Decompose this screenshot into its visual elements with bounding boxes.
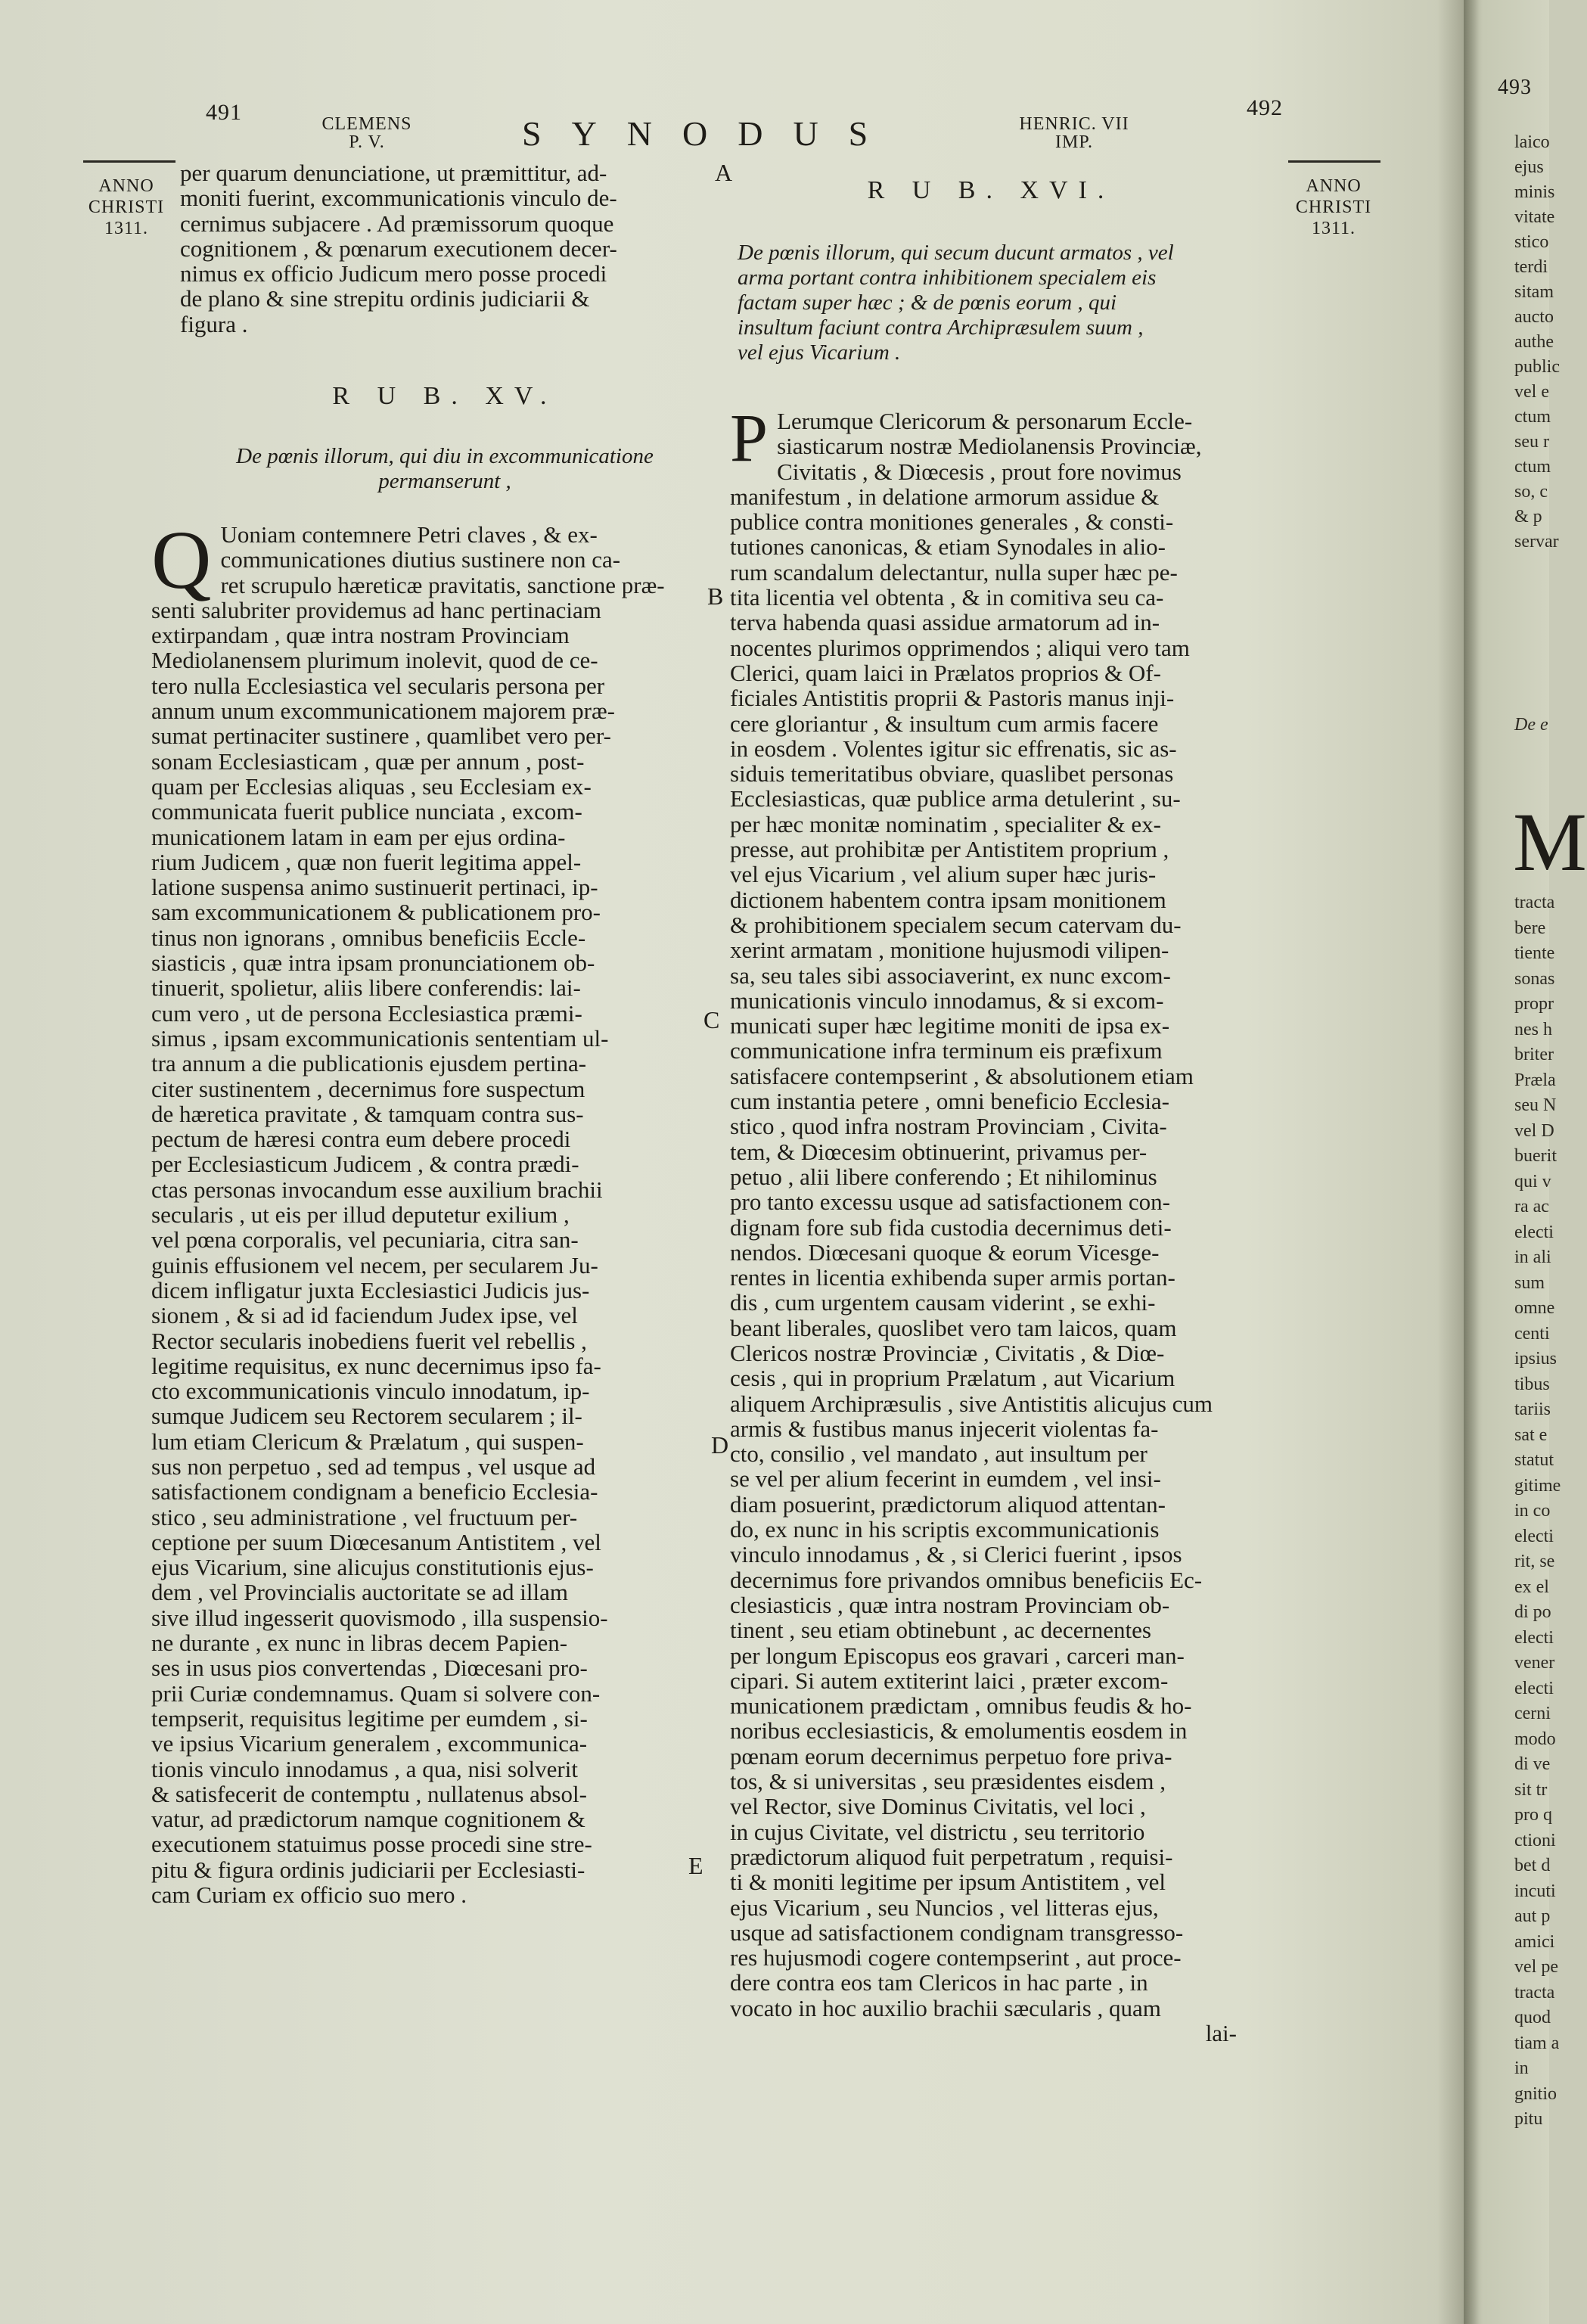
running-head-line: HENRIC. VII bbox=[1019, 114, 1129, 134]
running-head-line: CLEMENS bbox=[321, 114, 412, 134]
text-line: per longum Episcopus eos gravari , carceri man- bbox=[730, 1642, 1185, 1669]
text-line: tutiones canonicas, & etiam Synodales in alio- bbox=[730, 533, 1166, 561]
margin-date-line: ANNO bbox=[98, 176, 154, 196]
text-line: publice contra monitiones generales , & consti- bbox=[730, 508, 1174, 536]
next-page-line-fragment: omne bbox=[1514, 1298, 1555, 1318]
text-line: cam Curiam ex officio suo mero . bbox=[151, 1881, 467, 1909]
text-line: rum scandalum delectantur, nulla super hæc pe- bbox=[730, 558, 1178, 586]
right-page-number: 492 bbox=[1247, 95, 1283, 120]
next-page-line-fragment: in co bbox=[1514, 1501, 1551, 1521]
text-line: petuo , alii libere conferendo ; Et nihilominus bbox=[730, 1163, 1157, 1190]
next-page-line-fragment: di ve bbox=[1514, 1754, 1551, 1774]
text-line: cum vero , ut de persona Ecclesiastica præmi- bbox=[151, 999, 582, 1027]
next-page-line-fragment: terdi bbox=[1514, 257, 1548, 277]
margin-date-line: ANNO bbox=[1306, 176, 1362, 196]
text-line: stico , quod infra nostram Provinciam , Civita- bbox=[730, 1113, 1167, 1140]
text-line: sus non perpetuo , sed ad tempus , vel usque ad bbox=[151, 1452, 596, 1480]
text-line: nendos. Diœcesani quoque & eorum Vicesge- bbox=[730, 1238, 1160, 1266]
next-page-line-fragment: stico bbox=[1514, 232, 1549, 252]
next-page-line-fragment: nes h bbox=[1514, 1019, 1552, 1039]
next-page-line-fragment: laico bbox=[1514, 132, 1550, 152]
next-page-line-fragment: cerni bbox=[1514, 1704, 1551, 1723]
next-page-line-fragment: vener bbox=[1514, 1653, 1555, 1673]
margin-date-line: 1311. bbox=[104, 219, 149, 238]
text-line: do, ex nunc in his scriptis excommunicationis bbox=[730, 1516, 1160, 1543]
text-line: manifestum , in delatione armorum assidue & bbox=[730, 483, 1160, 510]
next-page-line-fragment: buerit bbox=[1514, 1146, 1557, 1166]
next-page-line-fragment: incuti bbox=[1514, 1881, 1556, 1901]
text-line: de hæretica pravitate , & tamquam contra sus- bbox=[151, 1100, 584, 1127]
left-column-top-text bbox=[180, 160, 710, 337]
next-page-line-fragment: tracta bbox=[1514, 1982, 1555, 2002]
text-line: sa, seu tales sibi associaverint, ex nunc excom- bbox=[730, 962, 1171, 989]
text-line: sam excommunicationem & publicationem pro- bbox=[151, 899, 601, 926]
text-line: rentes in licentia exhibenda super armis portan- bbox=[730, 1264, 1175, 1291]
rubric-xvi-subtitle bbox=[738, 241, 1282, 365]
next-page-line-fragment: servar bbox=[1514, 532, 1559, 551]
next-page-line-fragment: bet d bbox=[1514, 1856, 1551, 1875]
text-line: senti salubriter providemus ad hanc pertinaciam bbox=[151, 596, 601, 623]
next-page-line-fragment: di po bbox=[1514, 1602, 1551, 1622]
text-line: se vel per alium fecerint in eumdem , vel insi- bbox=[730, 1465, 1161, 1493]
next-page-drop-capital: M bbox=[1513, 796, 1587, 888]
text-line: tinuerit, spolietur, aliis libere conferendis: lai- bbox=[151, 974, 581, 1002]
text-line: decernimus fore privandos omnibus beneficiis Ec- bbox=[730, 1566, 1203, 1593]
text-line: pro tanto excessu usque ad satisfactionem con- bbox=[730, 1188, 1170, 1216]
text-line: secularis , ut eis per illud deputetur exilium , bbox=[151, 1201, 570, 1229]
text-line: beant liberales, quoslibet vero tam laicos, quam bbox=[730, 1314, 1177, 1341]
text-line: communicata fuerit publice nunciata , excom- bbox=[151, 798, 582, 825]
text-line: per Ecclesiasticum Judicem , & contra prædi- bbox=[151, 1151, 579, 1178]
text-line: lum etiam Clericum & Prælatum , qui suspen- bbox=[151, 1428, 584, 1455]
next-page-line-fragment: qui v bbox=[1514, 1171, 1551, 1192]
text-line: vocato in hoc auxilio brachii sæcularis , quam bbox=[730, 1994, 1161, 2021]
drop-capital: P bbox=[730, 401, 769, 476]
text-line: ve ipsius Vicarium generalem , excommunica- bbox=[151, 1730, 588, 1757]
text-line: usque ad satisfactionem condignam transgresso- bbox=[730, 1919, 1184, 1946]
next-page-line-fragment: De e bbox=[1514, 715, 1548, 735]
text-line: tero nulla Ecclesiastica vel secularis persona per bbox=[151, 672, 605, 699]
text-line: dem , vel Provincialis auctoritate se ad illam bbox=[151, 1579, 568, 1606]
text-line: ti & moniti legitime per ipsum Antistitem , vel bbox=[730, 1869, 1166, 1896]
next-page-line-fragment: tracta bbox=[1514, 893, 1555, 912]
next-page-line-fragment: statut bbox=[1514, 1450, 1554, 1470]
subtitle-line: De pœnis illorum, qui diu in excommunicatione bbox=[236, 444, 654, 468]
text-line: siasticis , quæ intra ipsam pronunciationem ob- bbox=[151, 949, 595, 977]
text-line: stico , seu administratione , vel fructuum per- bbox=[151, 1503, 578, 1530]
next-page-line-fragment: gnitio bbox=[1514, 2083, 1557, 2104]
next-page-line-fragment: ra ac bbox=[1514, 1197, 1549, 1216]
text-line: tinus non ignorans , omnibus beneficiis Eccle- bbox=[151, 924, 586, 951]
next-page-line-fragment: briter bbox=[1514, 1045, 1554, 1064]
text-line: municationem prædictam , omnibus feudis & ho- bbox=[730, 1692, 1192, 1720]
next-page-line-fragment: sonas bbox=[1514, 968, 1555, 989]
text-line: ne durante , ex nunc in libras decem Papien- bbox=[151, 1630, 568, 1657]
text-line: in eosdem . Volentes igitur sic effrenatis, sic as- bbox=[730, 735, 1177, 762]
subtitle-line: insultum faciunt contra Archipræsulem suum , bbox=[738, 315, 1144, 340]
next-page-number: 493 bbox=[1498, 76, 1532, 99]
text-line: sumat pertinaciter sustinere , quamlibet vero per- bbox=[151, 722, 611, 750]
next-page-line-fragment: modo bbox=[1514, 1729, 1556, 1749]
next-page-line-fragment: ctum bbox=[1514, 457, 1551, 477]
next-page-line-fragment: sitam bbox=[1514, 282, 1554, 302]
text-line: extirpandam , quæ intra nostram Provinciam bbox=[151, 622, 570, 649]
next-page-line-fragment: amici bbox=[1514, 1931, 1555, 1952]
text-line: ret scrupulo hæreticæ pravitatis, sanctione præ- bbox=[220, 571, 665, 598]
text-line: ses in usus pios convertendas , Diœcesani pro- bbox=[151, 1654, 588, 1682]
text-line: municationem latam in eam per ejus ordina- bbox=[151, 823, 566, 850]
section-letter-c: C bbox=[703, 1006, 720, 1033]
text-line: dere contra eos tam Clericos in hac parte , in bbox=[730, 1969, 1148, 1996]
next-page-line-fragment: electi bbox=[1514, 1627, 1554, 1648]
text-line: prii Curiæ condemnamus. Quam si solvere con- bbox=[151, 1679, 601, 1707]
text-line: per hæc monitæ nominatim , specialiter & ex- bbox=[730, 810, 1161, 837]
text-line: cto, consilio , vel mandato , aut insultum per bbox=[730, 1440, 1148, 1468]
text-line: moniti fuerint, excommunicationis vinculo de- bbox=[180, 185, 617, 212]
text-line: sonam Ecclesiasticam , quæ per annum , post- bbox=[151, 747, 585, 775]
next-page-line-fragment: ex el bbox=[1514, 1577, 1549, 1597]
text-line: quam per Ecclesias aliquas , seu Ecclesiam ex- bbox=[151, 772, 592, 800]
text-line: res hujusmodi cogere contempserint , aut proce- bbox=[730, 1944, 1182, 1971]
next-page-line-fragment: tiam a bbox=[1514, 2033, 1560, 2053]
next-page-line-fragment: tariis bbox=[1514, 1400, 1551, 1419]
next-page-line-fragment: seu r bbox=[1514, 432, 1549, 452]
margin-rule-right bbox=[1288, 160, 1380, 163]
drop-capital: Q bbox=[151, 514, 212, 606]
text-line: Uoniam contemnere Petri claves , & ex- bbox=[220, 521, 598, 548]
next-page-line-fragment: tibus bbox=[1514, 1374, 1550, 1394]
margin-rule-left bbox=[83, 160, 175, 163]
section-letter-a: A bbox=[715, 159, 733, 186]
subtitle-line: vel ejus Vicarium . bbox=[738, 340, 901, 365]
text-line: latione suspensa animo sustinuerit pertinaci, ip- bbox=[151, 874, 598, 901]
text-line: guinis effusionem vel necem, per secularem Ju- bbox=[151, 1251, 598, 1279]
text-line: siasticarum nostræ Mediolanensis Provinciæ, bbox=[777, 433, 1202, 460]
next-page-line-fragment: authe bbox=[1514, 332, 1554, 352]
text-line: dis , cum urgentem causam viderint , se exhi- bbox=[730, 1289, 1156, 1316]
text-line: communicationes diutius sustinere non ca- bbox=[220, 546, 621, 573]
text-line: Clericos nostræ Provinciæ , Civitatis , & Diœ- bbox=[730, 1339, 1165, 1366]
next-page-line-fragment: bere bbox=[1514, 918, 1546, 938]
next-page-line-fragment: pitu bbox=[1514, 2109, 1543, 2129]
text-line: sive illud ingesserit quovismodo , illa suspensio- bbox=[151, 1604, 608, 1631]
text-line: terva habenda quasi assidue armatorum ad in- bbox=[730, 609, 1160, 636]
next-page-line-fragment: rit, se bbox=[1514, 1552, 1555, 1571]
next-page-line-fragment: aut p bbox=[1514, 1906, 1551, 1926]
rubric-xvi: R U B. XVI. bbox=[867, 176, 1115, 204]
text-line: satisfactionem condignam a beneficio Ecclesia- bbox=[151, 1478, 598, 1505]
gutter-shadow bbox=[1437, 0, 1483, 2324]
next-page-line-fragment: Præla bbox=[1514, 1070, 1556, 1090]
text-line: vatur, ad prædictorum namque cognitionem & bbox=[151, 1806, 585, 1833]
text-line: executionem statuimus posse procedi sine stre- bbox=[151, 1831, 592, 1858]
next-page-line-fragment: electi bbox=[1514, 1222, 1554, 1242]
text-line: Civitatis , & Diœcesis , prout fore novimus bbox=[777, 458, 1182, 485]
text-line: cum instantia petere , omni beneficio Ecclesia- bbox=[730, 1088, 1170, 1115]
margin-date-line: CHRISTI bbox=[88, 197, 165, 217]
right-column-body bbox=[730, 401, 1275, 2046]
text-line: Lerumque Clericorum & personarum Eccle- bbox=[777, 408, 1193, 434]
text-line: siduis temeritatibus obviare, quaslibet personas bbox=[730, 760, 1174, 788]
next-page-line-fragment: gitime bbox=[1514, 1475, 1561, 1496]
next-page-line-fragment: sat e bbox=[1514, 1425, 1548, 1445]
text-line: figura . bbox=[180, 310, 248, 337]
next-page-line-fragment: vel pe bbox=[1514, 1957, 1558, 1977]
text-line: sumque Judicem seu Rectorem secularem ; il- bbox=[151, 1403, 582, 1430]
text-line: legitime requisitus, ex nunc decernimus ipso fa- bbox=[151, 1352, 601, 1379]
text-line: municationis vinculo innodamus, & si excom- bbox=[730, 986, 1164, 1014]
text-line: tita licentia vel obtenta , & in comitiva seu ca- bbox=[730, 584, 1164, 611]
left-page-number: 491 bbox=[206, 100, 242, 125]
text-line: aliquem Archipræsulis , sive Antistitis alicujus cum bbox=[730, 1390, 1213, 1417]
next-page-line-fragment: sit tr bbox=[1514, 1779, 1548, 1800]
text-line: cere gloriantur , & insultum cum armis facere bbox=[730, 710, 1159, 737]
next-page-line-fragment: ctioni bbox=[1514, 1830, 1556, 1850]
text-line: Clerici, quam laici in Prælatos proprios & Of- bbox=[730, 659, 1161, 686]
text-line: tempserit, requisitus legitime per eumdem , si- bbox=[151, 1704, 588, 1732]
text-line: vel ejus Vicarium , vel alium super hæc juris- bbox=[730, 861, 1157, 888]
text-line: armis & fustibus manus injecerit violentas fa- bbox=[730, 1415, 1159, 1442]
text-line: Ecclesiasticas, quæ publice arma detulerint , su- bbox=[730, 785, 1181, 812]
text-line: dignam fore sub fida custodia decernimus deti- bbox=[730, 1213, 1172, 1241]
margin-date-line: CHRISTI bbox=[1295, 197, 1372, 217]
text-line: tionis vinculo innodamus , a qua, nisi solverit bbox=[151, 1755, 578, 1782]
text-line: pectum de hæresi contra eum debere procedi bbox=[151, 1126, 571, 1153]
section-letter-b: B bbox=[707, 583, 724, 610]
text-line: cernimus subjacere . Ad præmissorum quoque bbox=[180, 210, 614, 237]
subtitle-line: factam super hæc ; & de pœnis eorum , qui bbox=[738, 290, 1117, 315]
text-line: nocentes plurimos opprimendos ; aliqui vero tam bbox=[730, 634, 1190, 661]
text-line: cipari. Si autem extiterint laici , præter excom- bbox=[730, 1667, 1169, 1694]
text-line: communicatione infra terminum eis præfixum bbox=[730, 1037, 1163, 1064]
subtitle-line: De pœnis illorum, qui secum ducunt armatos , vel bbox=[738, 241, 1174, 265]
text-line: & prohibitionem specialem secum catervam du- bbox=[730, 911, 1182, 938]
next-page-line-fragment: vel e bbox=[1514, 382, 1549, 402]
page-title: SYNODUS bbox=[522, 114, 899, 153]
text-line: Rector secularis inobediens fuerit vel rebellis , bbox=[151, 1327, 587, 1354]
section-letter-d: D bbox=[711, 1431, 729, 1459]
text-line: sionem , & si ad id faciendum Judex ipse, vel bbox=[151, 1302, 578, 1329]
margin-date-right bbox=[1292, 176, 1375, 239]
text-line: tinent , seu etiam obtinebunt , ac decernentes bbox=[730, 1617, 1151, 1644]
text-line: Mediolanensem plurimum inolevit, quod de ce- bbox=[151, 647, 598, 674]
rubric-xv: R U B. XV. bbox=[332, 382, 557, 410]
text-line: simus , ipsam excommunicationis sententiam ul- bbox=[151, 1024, 609, 1052]
text-line: ceptione per suum Diœcesanum Antistitem , vel bbox=[151, 1528, 601, 1555]
next-page-line-fragment: aucto bbox=[1514, 307, 1554, 327]
next-page-line-fragment: & p bbox=[1514, 507, 1542, 527]
next-page-line-fragment: electi bbox=[1514, 1526, 1554, 1546]
subtitle-line: arma portant contra inhibitionem specialem eis bbox=[738, 266, 1157, 290]
running-head-line: P. V. bbox=[349, 132, 385, 152]
text-line: diam posuerint, prædictorum aliquod attentan- bbox=[730, 1490, 1166, 1518]
text-line: cesis , qui in proprium Prælatum , aut Vicarium bbox=[730, 1365, 1175, 1392]
running-head-line: IMP. bbox=[1054, 132, 1094, 152]
text-line: dictionem habentem contra ipsam monitionem bbox=[730, 886, 1166, 913]
text-line: vinculo innodamus , & , si Clerici fuerint , ipsos bbox=[730, 1541, 1182, 1568]
next-page-line-fragment: centi bbox=[1514, 1323, 1550, 1344]
text-line: municati super hæc legitime moniti de ipsa ex- bbox=[730, 1012, 1170, 1039]
text-line: & satisfecerit de contemptu , nullatenus absol- bbox=[151, 1780, 587, 1807]
subtitle-line: permanserunt , bbox=[378, 469, 511, 493]
text-line: tem, & Diœcesim obtinuerint, privamus per- bbox=[730, 1138, 1148, 1165]
next-page-line-fragment: vitate bbox=[1514, 207, 1555, 227]
next-page-line-fragment: ejus bbox=[1514, 157, 1544, 177]
next-page-line-fragment: sum bbox=[1514, 1272, 1545, 1293]
left-column-body bbox=[151, 514, 711, 1909]
next-page-line-fragment: public bbox=[1514, 357, 1560, 377]
next-page-line-fragment: in ali bbox=[1514, 1247, 1551, 1267]
next-page-line-fragment: ipsius bbox=[1514, 1349, 1557, 1369]
text-line: tra annum a die publicationis ejusdem pertina- bbox=[151, 1050, 587, 1077]
text-line: satisfacere contempserint , & absolutionem etiam bbox=[730, 1062, 1194, 1089]
text-line: in cujus Civitate, vel districtu , seu territorio bbox=[730, 1818, 1145, 1845]
text-line: cognitionem , & pœnarum executionem decer- bbox=[180, 235, 617, 262]
text-line: rium Judicem , quæ non fuerit legitima appel- bbox=[151, 848, 582, 875]
text-line: ctas personas invocandum esse auxilium brachii bbox=[151, 1176, 603, 1203]
next-page-line-fragment: ctum bbox=[1514, 407, 1551, 427]
text-line: noribus ecclesiasticis, & emolumentis eosdem in bbox=[730, 1717, 1188, 1745]
margin-date-left bbox=[85, 176, 168, 239]
text-line: annum unum excommunicationem majorem præ- bbox=[151, 698, 615, 725]
text-line: de plano & sine strepitu ordinis judiciarii & bbox=[180, 285, 590, 312]
text-line: pitu & figura ordinis judiciarii per Ecclesiasti- bbox=[151, 1856, 585, 1883]
left-running-head bbox=[303, 115, 431, 151]
text-line: vel Rector, sive Dominus Civitatis, vel loci , bbox=[730, 1793, 1146, 1820]
catchword: lai- bbox=[1205, 2020, 1237, 2046]
text-line: ficiales Antistitis proprii & Pastoris manus inji- bbox=[730, 685, 1175, 712]
next-page-line-fragment: pro q bbox=[1514, 1805, 1552, 1825]
margin-date-line: 1311. bbox=[1311, 219, 1356, 238]
next-page-line-fragment: propr bbox=[1514, 994, 1554, 1014]
text-line: prædictorum aliquod fuit perpetratum , requisi- bbox=[730, 1843, 1173, 1870]
next-page-line-fragment: minis bbox=[1514, 182, 1555, 202]
right-running-head bbox=[998, 115, 1150, 151]
text-line: xerint armatam , monitione hujusmodi vilipen- bbox=[730, 937, 1169, 964]
next-page-line-fragment: quod bbox=[1514, 2008, 1551, 2027]
text-line: vel pœna corporalis, vel pecuniaria, citra san- bbox=[151, 1226, 579, 1254]
text-line: dicem infligatur juxta Ecclesiastici Judicis jus- bbox=[151, 1276, 590, 1303]
text-line: tos, & si universitas , seu præsidentes eisdem , bbox=[730, 1768, 1166, 1795]
section-letter-e: E bbox=[688, 1852, 703, 1879]
text-line: clesiasticis , quæ intra nostram Provinciam ob- bbox=[730, 1591, 1170, 1618]
text-line: citer sustinentem , decernimus fore suspectum bbox=[151, 1075, 585, 1102]
text-line: ejus Vicarium, sine alicujus constitutionis ejus- bbox=[151, 1554, 594, 1581]
text-line: nimus ex officio Judicum mero posse procedi bbox=[180, 260, 607, 287]
text-line: cto excommunicationis vinculo innodatum, ip- bbox=[151, 1378, 590, 1405]
next-page-line-fragment: tiente bbox=[1514, 943, 1555, 963]
rubric-xv-subtitle bbox=[180, 444, 710, 494]
text-line: ejus Vicarium , seu Nuncios , vel litteras ejus, bbox=[730, 1894, 1159, 1921]
next-page-line-fragment: vel D bbox=[1514, 1120, 1554, 1141]
next-page-line-fragment: in bbox=[1514, 2058, 1529, 2078]
next-page-line-fragment: so, c bbox=[1514, 482, 1548, 502]
next-page-line-fragment: electi bbox=[1514, 1678, 1554, 1698]
next-page-line-fragment: seu N bbox=[1514, 1095, 1557, 1115]
text-line: per quarum denunciatione, ut præmittitur, ad- bbox=[180, 160, 607, 186]
text-line: presse, aut prohibitæ per Antistitem proprium , bbox=[730, 836, 1169, 863]
text-line: pœnam eorum decernimus perpetuo fore priva- bbox=[730, 1742, 1172, 1769]
